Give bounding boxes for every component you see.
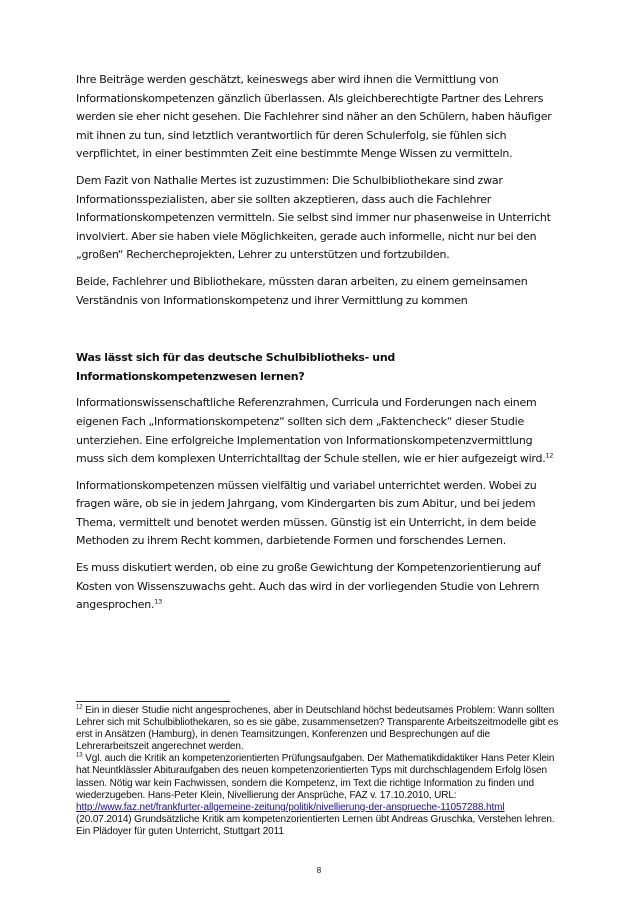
paragraph-3: Beide, Fachlehrer und Bibliothekare, müssten daran arbeiten, zu einem gemeinsamen Verständnis von Informationskompetenz und ihrer Vermittlung zu kommen xyxy=(76,274,528,307)
footnote-12-text: Ein in dieser Studie nicht angesprochenes, aber in Deutschland höchst bedeutsames Problem: Wann sollten Lehrer sich mit Schulbibliothekaren, so es sie gäbe, zusammensetzen? Transparente Arbeitszeitmodelle gibt es erst in Ansätzen (Hamburg), in denen Teamsitzungen, Konferenzen und Besprechungen auf die Lehrerarbeitszeit angerechnet werden. xyxy=(76,705,559,753)
footnote-12-number: 12 xyxy=(76,704,83,711)
footnote-13-link[interactable]: http://www.faz.net/frankfurter-allgemeine-zeitung/politik/nivellierung-der-ansprueche-11057288.html xyxy=(76,801,505,813)
footnote-ref-13[interactable]: 13 xyxy=(154,597,162,606)
paragraph-5: Informationskompetenzen müssen vielfältig und variabel unterrichtet werden. Wobei zu fragen wäre, ob sie in jedem Jahrgang, vom Kindergarten bis zum Abitur, und bei jedem Thema, vermittelt und benotet werden müssen. Günstig ist ein Unterricht, in dem beide Methoden zu ihrem Recht kommen, darbietende Formen und forschendes Lernen. xyxy=(76,478,537,548)
footnote-ref-12[interactable]: 12 xyxy=(545,451,554,460)
footnote-13-text-after: (20.07.2014) Grundsätzliche Kritik am kompetenzorientierten Lernen übt Andreas Gruschka, Verstehen lehren. Ein Plädoyer für guten Unterricht, Stuttgart 2011 xyxy=(76,813,555,837)
footnotes xyxy=(76,705,562,838)
footnote-13 xyxy=(76,753,562,838)
paragraph-6 xyxy=(76,559,562,615)
paragraph-1: Ihre Beiträge werden geschätzt, keineswegs aber wird ihnen die Vermittlung von Informationskompetenzen gänzlich überlassen. Als gleichberechtigte Partner des Lehrers werden sie eher nicht gesehen. Die Fachlehrer sind näher an den Schülern, haben häufiger mit ihnen zu tun, sind letztlich verantwortlich für deren Schulerfolg, sie fühlen sich verpflichtet, in einer bestimmten Zeit eine bestimmte Menge Wissen zu vermitteln. xyxy=(76,73,552,161)
paragraph-4-text: Informationswissenschaftliche Referenzrahmen, Curricula und Forderungen nach einem eigenen Fach „Informationskompetenz“ sollten sich dem „Faktencheck“ dieser Studie unterziehen. Eine erfolgreiche Implementation von Informationskompetenzvermittlung muss sich dem komplexen Unterrichtalltag der Schule stellen, wie er hier aufgezeigt wird. xyxy=(76,396,546,466)
section-heading: Was lässt sich für das deutsche Schulbibliotheks- und Informationskompetenzwesen lernen? xyxy=(76,351,396,383)
page-number: 8 xyxy=(316,866,322,875)
paragraph-4 xyxy=(76,394,562,468)
section-gap xyxy=(76,318,562,349)
paragraph-6-text: Es muss diskutiert werden, ob eine zu große Gewichtung der Kompetenzorientierung auf Kosten von Wissenszuwachs geht. Auch das wird in der vorliegenden Studie von Lehrern angesprochen. xyxy=(76,561,541,612)
footnote-separator xyxy=(76,701,230,702)
paragraph-2: Dem Fazit von Nathalie Mertes ist zuzustimmen: Die Schulbibliothekare sind zwar Informationsspezialisten, aber sie sollten akzeptieren, dass auch die Fachlehrer Informationskompetenzen vermitteln. Sie selbst sind immer nur phasenweise in Unterricht involviert. Aber sie haben viele Möglichkeiten, gerade auch informelle, nicht nur bei den „großen“ Rechercheprojekten, Lehrer zu unterstützen und fortzubilden. xyxy=(76,173,551,262)
footnote-13-number: 13 xyxy=(76,753,83,760)
footnote-12 xyxy=(76,705,562,753)
body-text xyxy=(76,71,562,623)
footnote-13-text: Vgl. auch die Kritik an kompetenzorientierten Prüfungsaufgaben. Der Mathematikdidaktiker Hans Peter Klein hat Neuntklässler Abituraufgaben des neuen kompetenzorientierten Typs mit durchschlagendem Erfolg lösen lassen. Nötig war kein Fachwissen, sondern die Kompetenz, im Text die richtige Information zu finden und wiederzugeben. Hans-Peter Klein, Nivellierung der Ansprüche, FAZ v. 17.10.2010, URL: xyxy=(76,753,555,801)
